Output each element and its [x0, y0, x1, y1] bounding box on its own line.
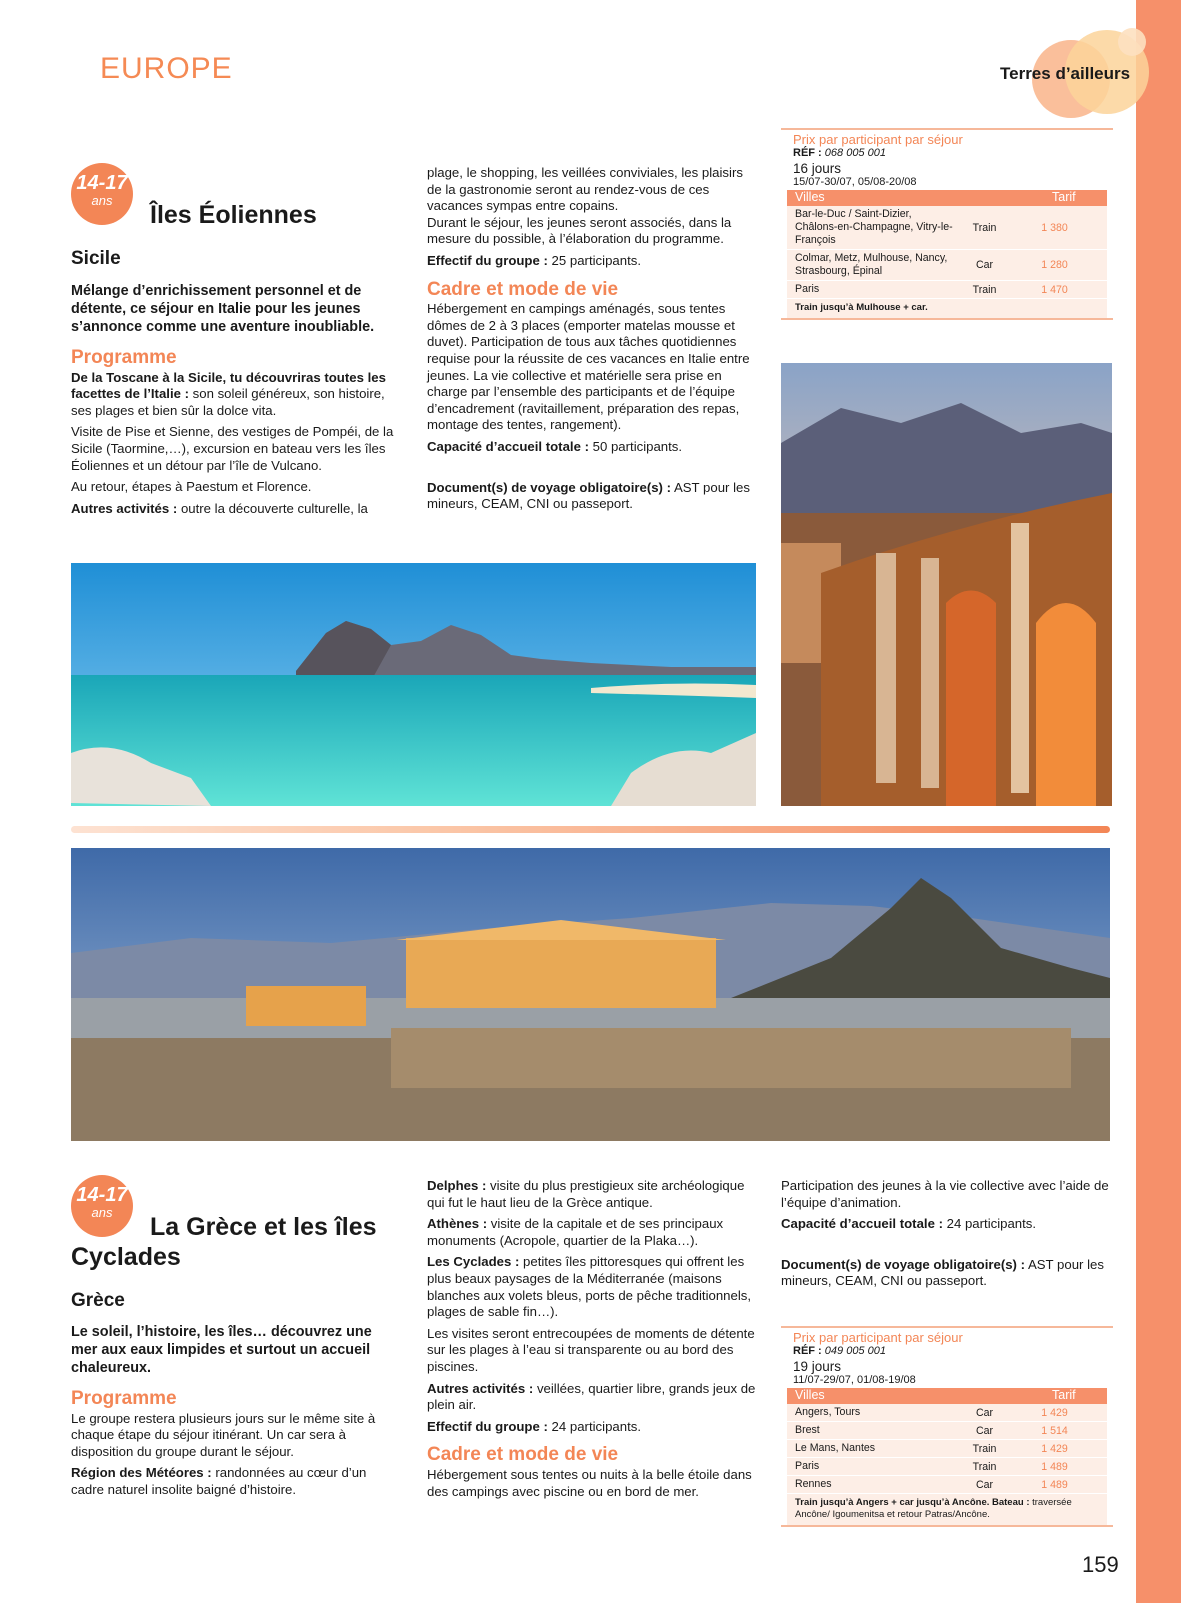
cadre-heading: Cadre et mode de vie [427, 1444, 619, 1466]
brand-name: Terres d’ailleurs [1000, 64, 1131, 83]
table-row: Brest Car 1 514 [787, 1422, 1107, 1440]
trip-region: Sicile [71, 248, 121, 269]
trip-region: Grèce [71, 1290, 125, 1311]
price-dates: 11/07-29/07, 01/08-19/08 [793, 1374, 916, 1386]
price-table [781, 1326, 1113, 1527]
table-row: Le Mans, Nantes Train 1 429 [787, 1440, 1107, 1458]
age-range: 14-17 [76, 1184, 128, 1206]
price-ref: RÉF : 049 005 001 [793, 1345, 886, 1357]
table-row: Bar-le-Duc / Saint-Dizier, Châlons-en-Champagne, Vitry-le-François Train 1 380 [787, 206, 1107, 250]
price-note: Train jusqu’à Angers + car jusqu’à Ancône. Bateau : traversée Ancône/ Igoumenitsa et retour Patras/Ancône. [787, 1494, 1107, 1525]
grece-column-1 [71, 1388, 401, 1504]
column-header-villes: Villes [795, 190, 825, 204]
paragraph: Capacité d’accueil totale : 24 participants. [781, 1216, 1037, 1232]
section-divider [71, 826, 1110, 833]
price-ref: RÉF : 068 005 001 [793, 147, 886, 159]
paragraph: Participation des jeunes à la vie collective avec l’aide de l’équipe d’animation. [781, 1178, 1109, 1210]
column-header-tarif: Tarif [1052, 190, 1076, 204]
price-rows [787, 1404, 1107, 1494]
sicile-column-2 [427, 165, 757, 518]
page-number: 159 [1082, 1552, 1119, 1577]
price-days: 19 jours [793, 1359, 842, 1374]
table-row: Paris Train 1 470 [787, 281, 1107, 299]
price-title: Prix par participant par séjour [793, 1330, 963, 1345]
column-header-tarif: Tarif [1052, 1388, 1076, 1402]
price-rows [787, 206, 1107, 299]
paragraph: Effectif du groupe : 24 participants. [427, 1418, 641, 1434]
table-row: Angers, Tours Car 1 429 [787, 1404, 1107, 1422]
paragraph: Delphes : visite du plus prestigieux site archéologique qui fut le haut lieu de la Grèce antique. [427, 1178, 745, 1210]
age-unit: ans [91, 1205, 113, 1220]
price-days: 16 jours [793, 161, 842, 176]
paragraph: Les Cyclades : petites îles pittoresques qui offrent les plus beaux paysages de la Méditerranée (maisons blanches aux volets bleus, ports de pêche traditionnels, plages de sable fin…). [427, 1254, 752, 1320]
section-title: EUROPE [100, 52, 233, 85]
taormina-theatre-photo [781, 363, 1112, 806]
paragraph: Effectif du groupe : 25 participants. [427, 252, 641, 268]
trip-title: Îles Éoliennes [150, 201, 317, 229]
trip-intro: Le soleil, l’histoire, les îles… découvrez une mer aux eaux limpides et surtout un accueil chaleureux. [71, 1324, 372, 1376]
paragraph: Athènes : visite de la capitale et de ses principaux monuments (Acropole, quartier de la Plaka…). [427, 1216, 724, 1248]
table-row: Colmar, Metz, Mulhouse, Nancy, Strasbourg, Épinal Car 1 280 [787, 250, 1107, 281]
column-header-villes: Villes [795, 1388, 825, 1402]
paragraph: Visite de Pise et Sienne, des vestiges de Pompéi, de la Sicile (Taormine,…), excursion en bateau vers les îles Éoliennes et un détour par l’île de Vulcano. [71, 424, 394, 473]
paragraph: Région des Météores : randonnées au cœur d’un cadre naturel insolite baigné d’histoire. [71, 1465, 367, 1497]
grece-column-2 [427, 1178, 757, 1505]
paragraph: De la Toscane à la Sicile, tu découvriras toutes les facettes de l’Italie : son soleil généreux, son histoire, ses plages et bien sûr la dolce vita. [71, 369, 386, 418]
trip-intro: Mélange d’enrichissement personnel et de détente, ce séjour en Italie pour les jeunes s’annonce comme une aventure inoubliable. [71, 283, 375, 335]
acropolis-photo [71, 848, 1110, 1141]
grece-column-3 [781, 1178, 1111, 1295]
price-table [781, 128, 1113, 320]
brand-circle-decoration [1118, 28, 1146, 56]
paragraph: Le groupe restera plusieurs jours sur le même site à chaque étape du séjour itinérant. Un car sera à disposition du groupe durant le séjour. [71, 1410, 376, 1459]
trip-title-line2: Cyclades [71, 1243, 181, 1271]
programme-heading: Programme [71, 1388, 177, 1409]
paragraph: Les visites seront entrecoupées de moments de détente sur les plages à l’eau si transparente ou au bord des piscines. [427, 1325, 755, 1374]
cadre-heading: Cadre et mode de vie [427, 278, 619, 300]
price-dates: 15/07-30/07, 05/08-20/08 [793, 176, 917, 188]
paragraph: Document(s) de voyage obligatoire(s) : AST pour les mineurs, CEAM, CNI ou passeport. [427, 479, 750, 512]
price-note: Train jusqu’à Mulhouse + car. [787, 299, 1107, 318]
table-row: Rennes Car 1 489 [787, 1476, 1107, 1494]
paragraph: Hébergement en campings aménagés, sous tentes dômes de 2 à 3 places (emporter matelas mousse et duvet). Participation de tous aux tâches quotidiennes requise pour la réussite de ces vacances en Italie entre jeunes. La vie collective et matérielle sera prise en charge par l’ensemble des participants et de l’équipe d’encadrement (ravitaillement, préparation des repas, montage des tentes, rangement). [427, 301, 750, 433]
paragraph: Durant le séjour, les jeunes seront associés, dans la mesure du possible, à l’élaboration du programme. [427, 214, 732, 247]
age-range: 14-17 [76, 172, 128, 194]
paragraph: Capacité d’accueil totale : 50 participants. [427, 438, 683, 454]
beach-photo [71, 563, 756, 806]
price-table-header [787, 1388, 1107, 1404]
price-title: Prix par participant par séjour [793, 132, 963, 147]
paragraph: Document(s) de voyage obligatoire(s) : AST pour les mineurs, CEAM, CNI ou passeport. [781, 1256, 1104, 1289]
programme-heading: Programme [71, 347, 177, 368]
paragraph: Au retour, étapes à Paestum et Florence. [71, 479, 312, 495]
paragraph: Autres activités : veillées, quartier libre, grands jeux de plein air. [427, 1380, 756, 1413]
trip-title: La Grèce et les îles [150, 1213, 377, 1241]
paragraph: plage, le shopping, les veillées conviviales, les plaisirs de la gastronomie seront au rendez-vous de ces vacances sympas entre copains. [427, 165, 743, 214]
age-unit: ans [91, 193, 113, 208]
sicile-column-1 [71, 347, 401, 522]
paragraph: Autres activités : outre la découverte culturelle, la [71, 500, 368, 516]
price-table-header [787, 190, 1107, 206]
side-color-strip [1136, 0, 1181, 1603]
paragraph: Hébergement sous tentes ou nuits à la belle étoile dans des campings avec piscine ou en bord de mer. [427, 1466, 752, 1499]
table-row: Paris Train 1 489 [787, 1458, 1107, 1476]
age-badge [71, 163, 133, 225]
age-badge [71, 1175, 133, 1237]
